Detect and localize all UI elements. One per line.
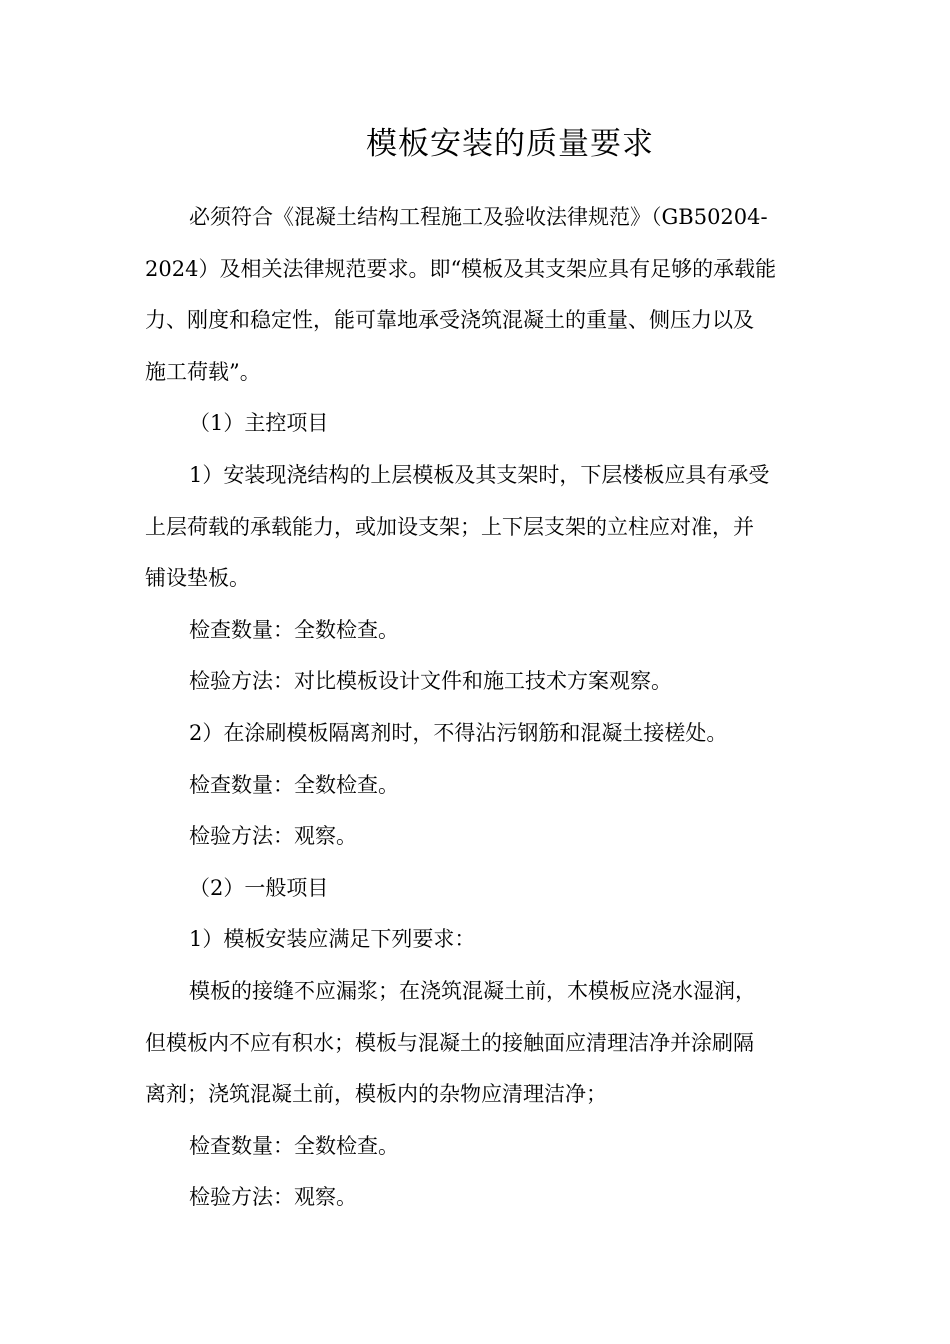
paragraph (145, 708, 815, 760)
text-line: 检验方法：观察。 (189, 1185, 357, 1210)
text-line: 必须符合《混凝土结构工程施工及验收法律规范》（GB50204- (189, 205, 768, 229)
text-line: 2024）及相关法律规范要求。即“模板及其支架应具有足够的承载能 (145, 256, 777, 281)
text-line: 检验方法：对比模板设计文件和施工技术方案观察。 (189, 669, 672, 694)
text-line: 检查数量：全数检查。 (189, 1133, 399, 1158)
paragraph (145, 192, 815, 398)
text-line: （2）一般项目 (189, 875, 329, 900)
text-line: 检验方法：观察。 (189, 824, 357, 849)
paragraph (145, 1172, 815, 1224)
paragraph (145, 450, 815, 605)
paragraph (145, 811, 815, 863)
text-line: 2）在涂刷模板隔离剂时，不得沾污钢筋和混凝土接槎处。 (189, 720, 728, 745)
paragraph (145, 605, 815, 657)
text-line: 离剂；浇筑混凝土前，模板内的杂物应清理洁净； (145, 1082, 607, 1107)
section-heading (145, 398, 815, 450)
paragraph (145, 966, 815, 1121)
paragraph (145, 1121, 815, 1173)
document-title: 模板安装的质量要求 (366, 126, 654, 162)
text-line: 检查数量：全数检查。 (189, 772, 399, 797)
text-line: 1）模板安装应满足下列要求： (189, 927, 476, 952)
text-line: 施工荷载”。 (145, 359, 261, 384)
document-body (145, 192, 815, 1224)
text-line: （1）主控项目 (189, 411, 329, 436)
text-line: 但模板内不应有积水；模板与混凝土的接触面应清理洁净并涂刷隔 (145, 1030, 754, 1055)
section-heading (145, 863, 815, 915)
text-line: 1）安装现浇结构的上层模板及其支架时，下层楼板应具有承受 (189, 462, 770, 487)
text-line: 力、刚度和稳定性，能可靠地承受浇筑混凝土的重量、侧压力以及 (145, 308, 754, 333)
text-line: 模板的接缝不应漏浆；在浇筑混凝土前，木模板应浇水湿润， (189, 978, 756, 1003)
text-line: 检查数量：全数检查。 (189, 617, 399, 642)
text-line: 铺设垫板。 (145, 566, 250, 591)
paragraph (145, 656, 815, 708)
paragraph (145, 760, 815, 812)
text-line: 上层荷载的承载能力，或加设支架；上下层支架的立柱应对准，并 (145, 514, 754, 539)
paragraph (145, 914, 815, 966)
